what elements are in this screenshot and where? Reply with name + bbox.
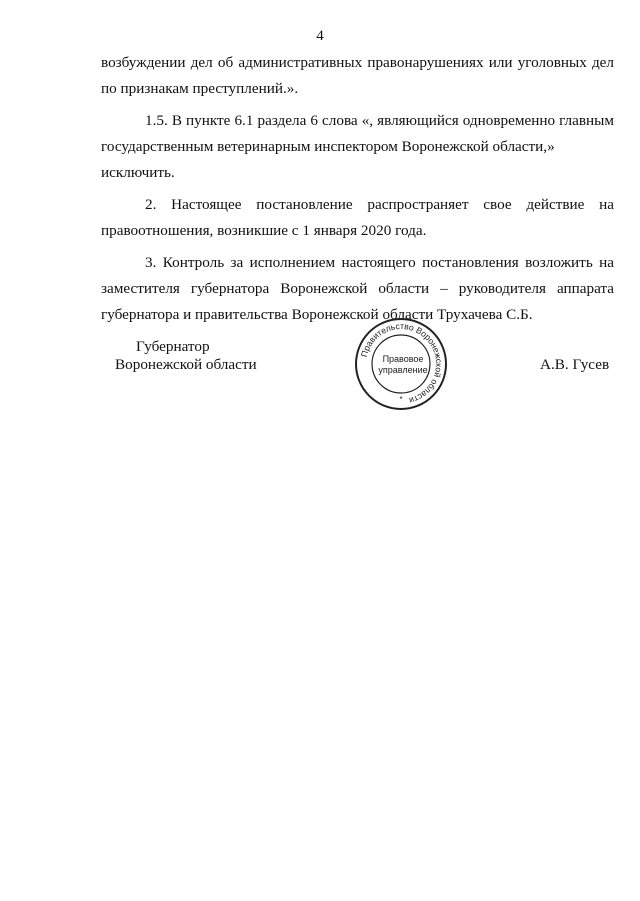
stamp-center-line: управление bbox=[378, 365, 428, 375]
paragraph-3-line: заместителя губернатора Воронежской области – руководителя аппарата bbox=[101, 280, 614, 297]
stamp-seal-icon bbox=[353, 316, 449, 412]
stamp-center-line: Правовое bbox=[382, 354, 424, 364]
page-number: 4 bbox=[316, 28, 324, 44]
signatory-title: Губернатор bbox=[136, 338, 210, 355]
paragraph-3-line: 3. Контроль за исполнением настоящего постановления возложить на bbox=[145, 254, 614, 271]
paragraph-2-line: правоотношения, возникшие с 1 января 2020 года. bbox=[101, 222, 427, 239]
body-line: возбуждении дел об административных правонарушениях или уголовных дел bbox=[101, 54, 614, 71]
paragraph-1-5-line: 1.5. В пункте 6.1 раздела 6 слова «, являющийся одновременно главным bbox=[145, 112, 614, 129]
signatory-title: Воронежской области bbox=[115, 356, 257, 373]
paragraph-3-line: губернатора и правительства Воронежской области Трухачева С.Б. bbox=[101, 306, 533, 323]
paragraph-2-line: 2. Настоящее постановление распространяет свое действие на bbox=[145, 196, 614, 213]
stamp-star: * bbox=[399, 395, 403, 404]
document-body bbox=[101, 50, 614, 328]
stamp-ring-text: Правительство Воронежской области bbox=[358, 320, 445, 406]
signatory-name: А.В. Гусев bbox=[540, 356, 610, 373]
paragraph-1-5-line: государственным ветеринарным инспектором Воронежской области,» исключить. bbox=[101, 138, 555, 181]
body-line: по признакам преступлений.». bbox=[101, 80, 299, 97]
official-stamp bbox=[353, 316, 449, 412]
